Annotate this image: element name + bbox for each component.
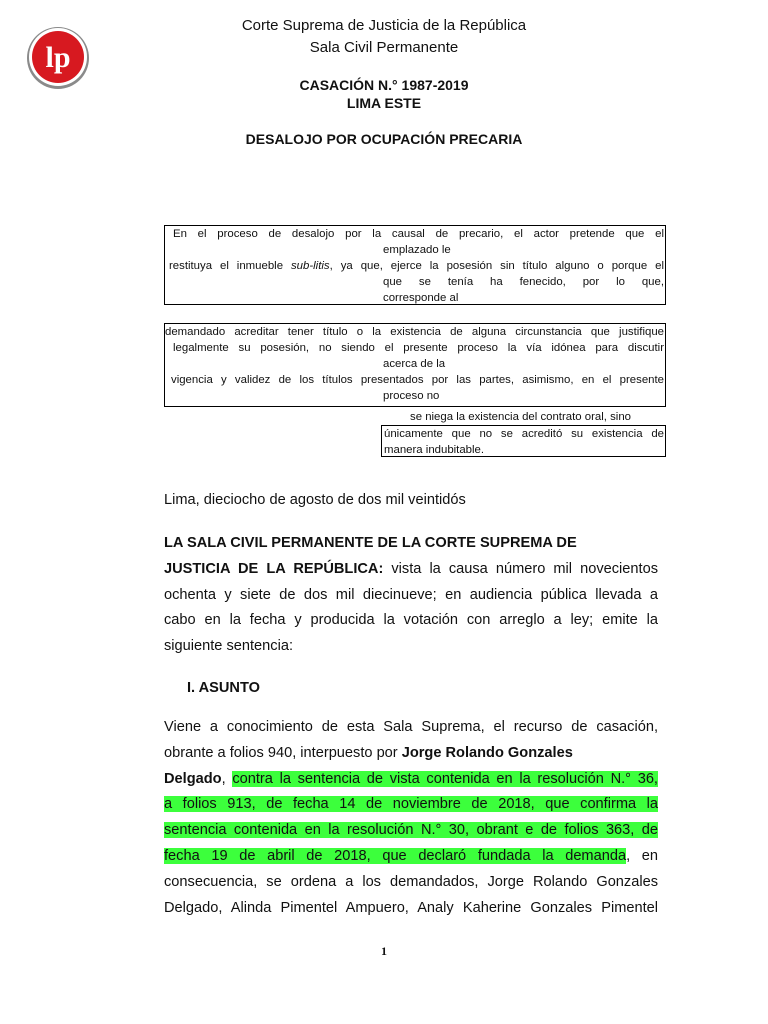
summary-box-2 — [164, 323, 666, 407]
summary-box-3 — [381, 425, 666, 457]
intro-line-5: siguiente sentencia: — [164, 638, 293, 655]
summary-2-line-3: acerca de la — [383, 358, 446, 370]
case-number: CASACIÓN N.° 1987-2019 — [299, 77, 469, 93]
district: LIMA ESTE — [346, 95, 422, 111]
summary-1-line-5: corresponde al — [383, 292, 459, 304]
intro-line-2: JUSTICIA DE LA REPÚBLICA: vista la causa número mil novecientos — [164, 560, 658, 577]
summary-1-line-4: que se tenía ha fenecido, por lo que, — [383, 276, 664, 288]
chamber-name: Sala Civil Permanente — [309, 39, 459, 56]
intro-line-4: cabo en la fecha y producida la votación con arreglo a ley; emite la — [164, 612, 658, 629]
asunto-line-3: Delgado, contra la sentencia de vista contenida en la resolución N.° 36, — [164, 770, 658, 787]
summary-1-line-2: emplazado le — [383, 244, 451, 256]
summary-1-line-3: restituya el inmueble sub-litis, ya que, ejerce la posesión sin título alguno o porque el — [169, 260, 664, 272]
asunto-line-8: Delgado, Alinda Pimentel Ampuero, Analy Kaherine Gonzales Pimentel — [164, 899, 658, 916]
case-matter: DESALOJO POR OCUPACIÓN PRECARIA — [245, 131, 523, 147]
asunto-line-2: obrante a folios 940, interpuesto por Jorge Rolando Gonzales — [164, 744, 573, 761]
summary-1-line-1: En el proceso de desalojo por la causal de precario, el actor pretende que el — [173, 228, 664, 240]
asunto-line-4: a folios 913, de fecha 14 de noviembre de 2018, que confirma la — [164, 796, 658, 813]
summary-2-line-2: legalmente su posesión, no siendo el presente proceso la vía idónea para discutir — [173, 342, 664, 354]
court-name: Corte Suprema de Justicia de la República — [241, 17, 527, 34]
svg-text:lp: lp — [45, 41, 71, 74]
asunto-line-1: Viene a conocimiento de esta Sala Suprema, el recurso de casación, — [164, 719, 658, 735]
summary-3-line-2: manera indubitable. — [384, 444, 485, 456]
intro-line-3: ochenta y siete de dos mil diecinueve; en audiencia pública llevada a — [164, 586, 658, 603]
summary-2-line-4: vigencia y validez de los títulos presentados por las partes, asimismo, en el presente — [171, 374, 664, 386]
asunto-line-5: sentencia contenida en la resolución N.° 30, obrant e de folios 363, de — [164, 822, 658, 839]
summary-2-line-5: proceso no — [383, 390, 440, 402]
asunto-line-7: consecuencia, se ordena a los demandados, Jorge Rolando Gonzales — [164, 873, 658, 890]
page-number: 1 — [381, 944, 387, 958]
intro-paragraph — [164, 531, 658, 660]
summary-2-line-6: se niega la existencia del contrato oral, sino — [410, 411, 631, 423]
date-line: Lima, dieciocho de agosto de dos mil veintidós — [164, 492, 466, 508]
section-title: I. ASUNTO — [187, 680, 260, 696]
asunto-paragraph — [164, 715, 658, 921]
summary-3-line-1: únicamente que no se acreditó su existencia de — [384, 428, 664, 440]
asunto-line-6: fecha 19 de abril de 2018, que declaró fundada la demanda, en — [164, 847, 658, 864]
summary-2-line-1: demandado acreditar tener título o la existencia de alguna circunstancia que justifique — [165, 326, 664, 338]
summary-box-1 — [164, 225, 666, 305]
intro-line-1: LA SALA CIVIL PERMANENTE DE LA CORTE SUPREMA DE — [164, 535, 577, 551]
